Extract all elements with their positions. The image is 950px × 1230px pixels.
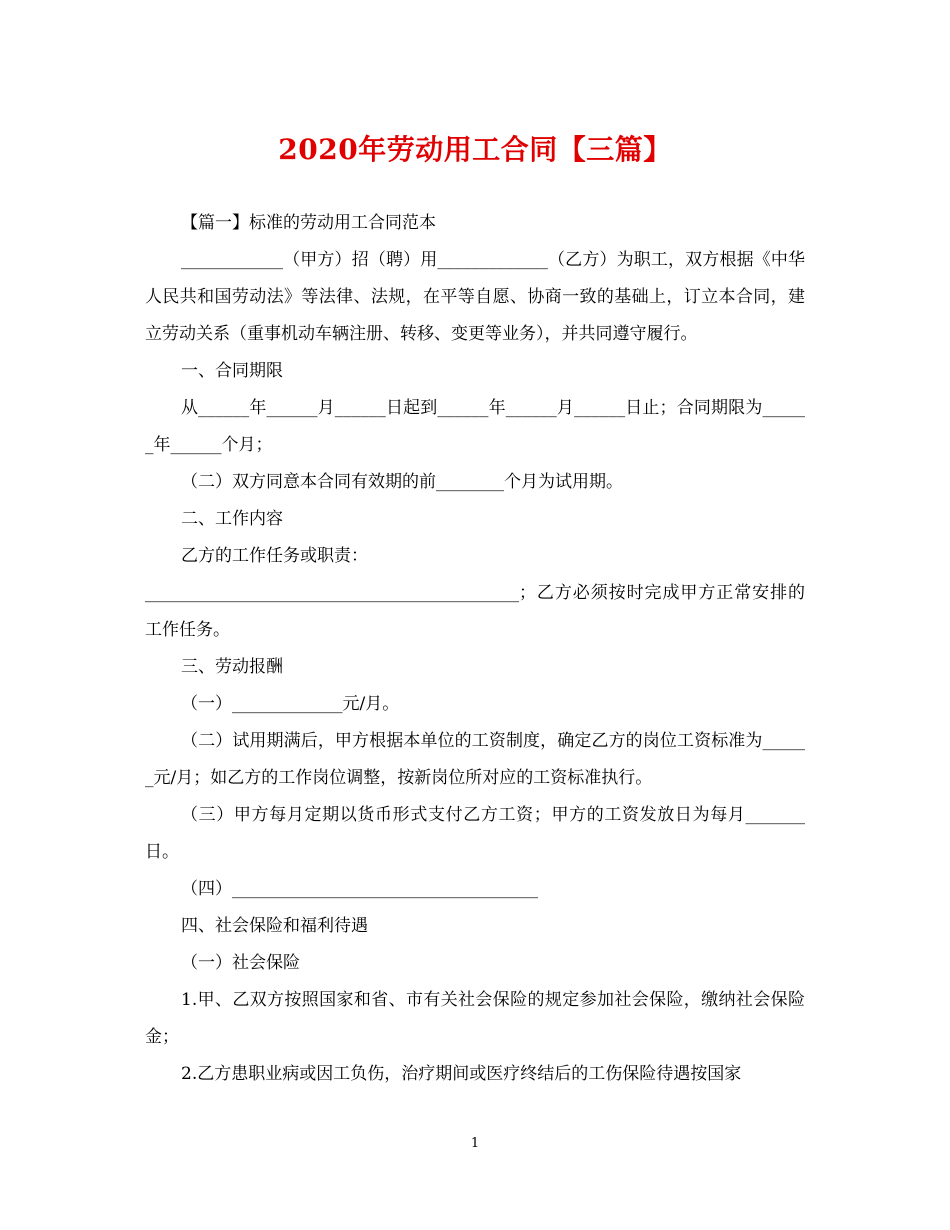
section-heading-work: 二、工作内容	[181, 509, 283, 529]
insurance-item-1: 1.甲、乙双方按照国家和省、市有关社会保险的规定参加社会保险，缴纳社会保险金；	[145, 990, 805, 1047]
pay-item-1: （一）_____________元/月。	[181, 694, 400, 714]
pay-item-2: （二）试用期满后，甲方根据本单位的工资制度，确定乙方的岗位工资标准为______元/月；如乙方的工作岗位调整，按新岗位所对应的工资标准执行。	[145, 731, 805, 788]
insurance-item-2: 2.乙方患职业病或因工负伤，治疗期间或医疗终结后的工伤保险待遇按国家	[181, 1064, 742, 1084]
contract-term-paragraph: 从______年______月______日起到______年______月______日止；合同期限为______年______个月；	[145, 398, 805, 455]
page-number: 1	[470, 1136, 480, 1151]
pay-item-4: （四）____________________________________	[181, 879, 538, 899]
section-heading-term: 一、合同期限	[181, 361, 283, 381]
section-heading-insurance: 四、社会保险和福利待遇	[181, 916, 368, 936]
document-body	[145, 205, 805, 1093]
work-duties-paragraph: ____________________________________________；乙方必须按时完成甲方正常安排的工作任务。	[145, 583, 805, 640]
document-title: 2020年劳动用工合同【三篇】	[278, 133, 672, 166]
section-heading-part-one: 【篇一】标准的劳动用工合同范本	[181, 213, 436, 233]
pay-item-3: （三）甲方每月定期以货币形式支付乙方工资；甲方的工资发放日为每月_______日。	[145, 805, 805, 862]
probation-paragraph: （二）双方同意本合同有效期的前________个月为试用期。	[181, 472, 623, 492]
section-heading-pay: 三、劳动报酬	[181, 657, 283, 677]
insurance-subheading: （一）社会保险	[181, 953, 300, 973]
contract-preamble: ____________（甲方）招（聘）用_____________（乙方）为职工，双方根据《中华人民共和国劳动法》等法律、法规，在平等自愿、协商一致的基础上，订立本合同，建立劳动关系（重事机动车辆注册、转移、变更等业务），并共同遵守履行。	[145, 250, 805, 344]
work-duties-label: 乙方的工作任务或职责：	[181, 546, 368, 566]
